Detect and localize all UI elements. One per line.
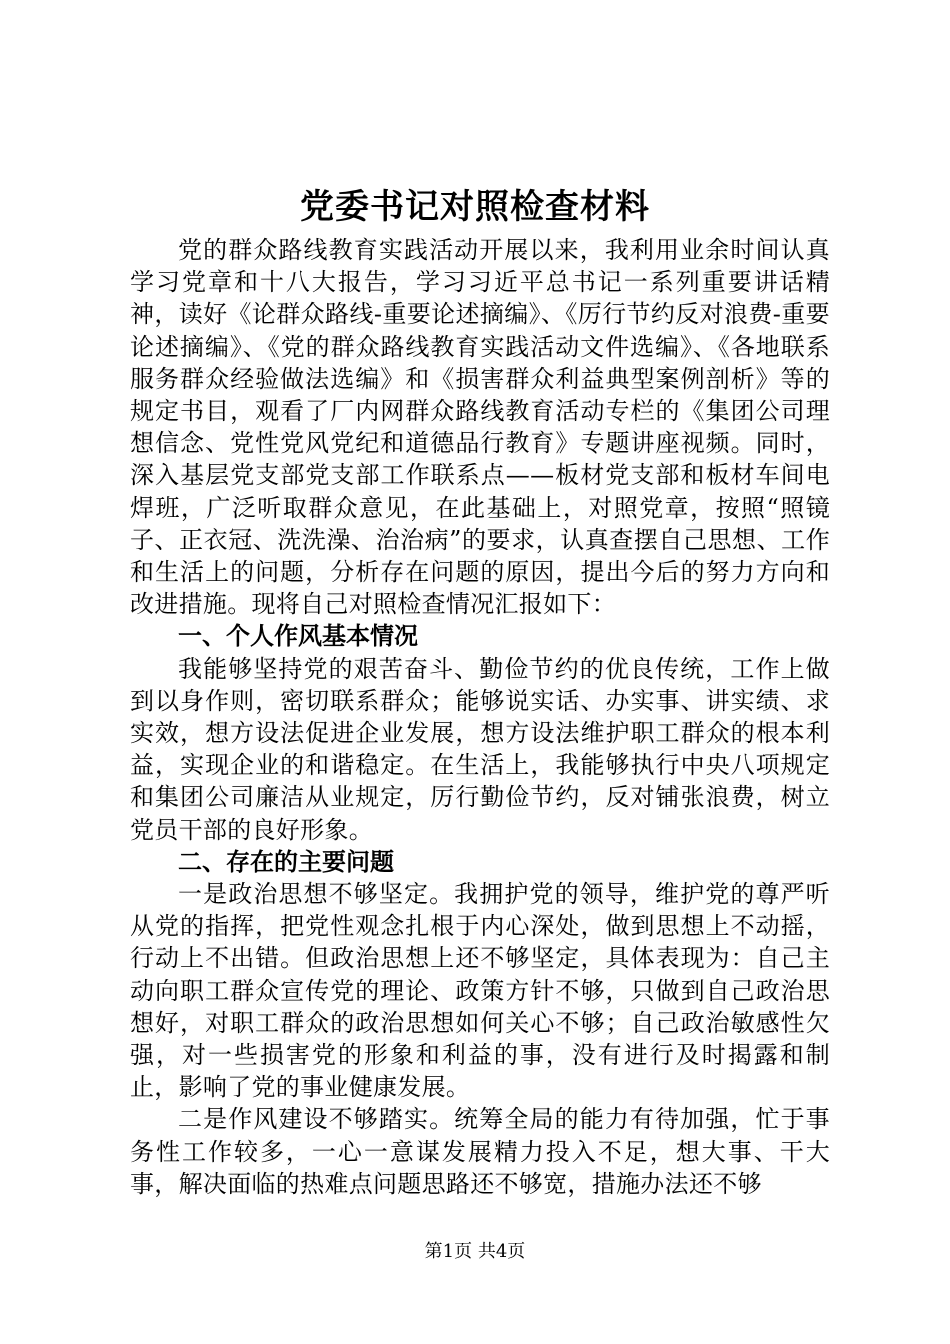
document-title: 党委书记对照检查材料 bbox=[300, 187, 650, 227]
section-heading-2: 二、存在的主要问题 bbox=[178, 846, 394, 876]
problem-1-paragraph: 一是政治思想不够坚定。我拥护党的领导，维护党的尊严听从党的指挥，把党性观念扎根于内心深处，做到思想上不动摇，行动上不出错。但政治思想上还不够坚定，具体表现为：自己主动向职工群众宣传党的理论、政策方针不够，只做到自己政治思想好，对职工群众的政治思想如何关心不够；自己政治敏感性欠强，对一些损害党的形象和利益的事，没有进行及时揭露和制止，影响了党的事业健康发展。 bbox=[130, 880, 830, 1102]
intro-paragraph: 党的群众路线教育实践活动开展以来，我利用业余时间认真学习党章和十八大报告，学习习近平总书记一系列重要讲话精神，读好《论群众路线-重要论述摘编》、《厉行节约反对浪费-重要论述摘编》、《党的群众路线教育实践活动文件选编》、《各地联系服务群众经验做法选编》和《损害群众利益典型案例剖析》等的规定书目，观看了厂内网群众路线教育活动专栏的《集团公司理想信念、党性党风党纪和道德品行教育》专题讲座视频。同时，深入基层党支部党支部工作联系点——板材党支部和板材车间电焊班，广泛听取群众意见，在此基础上，对照党章，按照“照镜子、正衣冠、洗洗澡、治治病”的要求，认真查摆自己思想、工作和生活上的问题，分析存在问题的原因，提出今后的努力方向和改进措施。现将自己对照检查情况汇报如下： bbox=[130, 236, 830, 619]
problem-2-paragraph: 二是作风建设不够踏实。统筹全局的能力有待加强，忙于事务性工作较多，一心一意谋发展精力投入不足，想大事、干大事，解决面临的热难点问题思路还不够宽，措施办法还不够 bbox=[130, 1105, 830, 1198]
page-number-footer: 第1页 共4页 bbox=[424, 1241, 526, 1262]
section-heading-1: 一、个人作风基本情况 bbox=[178, 621, 418, 651]
document-body bbox=[130, 234, 830, 1200]
section-1-paragraph: 我能够坚持党的艰苦奋斗、勤俭节约的优良传统，工作上做到以身作则，密切联系群众；能够说实话、办实事、讲实绩、求实效，想方设法促进企业发展，想方设法维护职工群众的根本利益，实现企业的和谐稳定。在生活上，我能够执行中央八项规定和集团公司廉洁从业规定，厉行勤俭节约，反对铺张浪费，树立党员干部的良好形象。 bbox=[130, 654, 830, 844]
